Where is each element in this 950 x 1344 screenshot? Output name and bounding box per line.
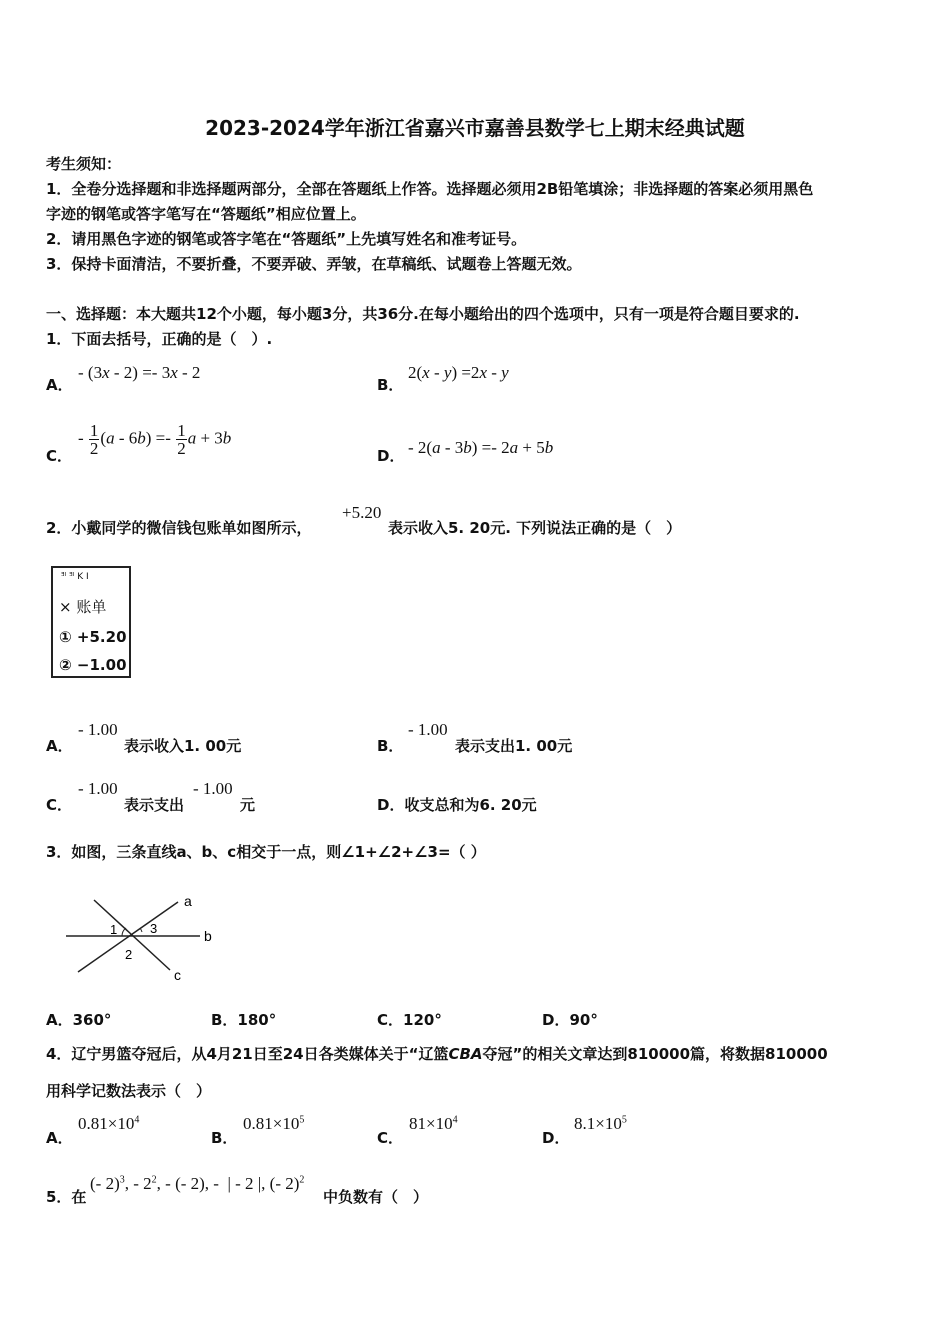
q2-option-a-text: 表示收入1. 00元 [124, 737, 242, 755]
q2-option-b-value: - 1.00 [408, 720, 448, 739]
q1-option-d-formula: - 2(a - 3b) =- 2a + 5b [408, 438, 554, 457]
q3-option-a: A．360° [46, 1011, 112, 1029]
bill-row-2: ② −1.00 [59, 656, 127, 674]
q3-option-b: B．180° [211, 1011, 277, 1029]
angle-3-arc [140, 928, 142, 932]
section-heading: 一、选择题：本大题共12个小题，每小题3分，共36分.在每小题给出的四个选项中，只有一项是符合题目要求的. [46, 305, 800, 323]
q1-option-a-formula: - (3x - 2) =- 3x - 2 [78, 363, 201, 382]
three-lines-figure [60, 888, 230, 984]
q2-stem-pre: 2．小戴同学的微信钱包账单如图所示， [46, 519, 312, 537]
q4-option-d-label: D． [542, 1129, 570, 1147]
q2-stem-value: +5.20 [342, 503, 382, 522]
q1-option-a-label: A． [46, 376, 73, 394]
q5-numbers-formula: (- 2)$^3$, - $2^2$, - (- 2), - | - 2 |, (- 2)$^2$ [90, 1174, 305, 1193]
angle-2-label: 2 [125, 947, 133, 962]
wallet-bill-figure [51, 566, 131, 678]
notice-line-1b: 字迹的钢笔或答字笔写在“答题纸”相应位置上。 [46, 205, 366, 223]
q4-option-a-label: A． [46, 1129, 73, 1147]
q3-stem: 3．如图，三条直线a、b、c相交于一点，则∠1+∠2+∠3=（ ） [46, 843, 486, 861]
q3-option-d: D．90° [542, 1011, 598, 1029]
q4-option-c-value: $81\times 10^4$ [409, 1114, 458, 1133]
q4-stem-line-2: 用科学记数法表示（ ） [46, 1082, 212, 1100]
q1-stem: 1．下面去括号，正确的是（ ）. [46, 330, 273, 348]
q4-option-b-label: B． [211, 1129, 238, 1147]
q5-stem-post: 中负数有（ ） [323, 1188, 429, 1206]
q1-option-b-label: B． [377, 376, 404, 394]
page-title: 2023-2024学年浙江省嘉兴市嘉善县数学七上期末经典试题 [205, 116, 745, 140]
q2-option-b-text: 表示支出1. 00元 [455, 737, 573, 755]
q1-option-c-formula: - $\frac{1}{2}$ (a - 6b) =- $\frac{1}{2}$ a + 3b [78, 421, 232, 458]
q4-option-c-label: C． [377, 1129, 404, 1147]
label-b: b [204, 928, 212, 944]
q4-stem-pre: 4．辽宁男篮夺冠后，从4月21日至24日各类媒体关于“辽篮 [46, 1045, 449, 1063]
bill-row-1: ① +5.20 [59, 628, 127, 646]
label-c: c [174, 967, 181, 983]
q2-option-b-label: B． [377, 737, 404, 755]
q2-stem-post: 表示收入5. 20元. 下列说法正确的是（ ） [388, 519, 682, 537]
q4-option-a-value: $0.81\times 10^4$ [78, 1114, 140, 1133]
q4-stem-post: 夺冠”的相关文章达到810000篇，将数据810000 [482, 1045, 828, 1063]
q2-option-c-text-2: 元 [240, 796, 256, 814]
notice-line-2: 2．请用黑色字迹的钢笔或答字笔在“答题纸”上先填写姓名和准考证号。 [46, 230, 527, 248]
q2-option-c-value: - 1.00 [78, 779, 118, 798]
q4-option-d-value: $8.1\times 10^5$ [574, 1114, 627, 1133]
angle-1-label: 1 [110, 922, 118, 937]
q2-option-c-value-2: - 1.00 [193, 779, 233, 798]
q2-option-a-label: A． [46, 737, 73, 755]
q1-option-b-formula: 2(x - y) =2x - y [408, 363, 509, 382]
q3-option-c: C．120° [377, 1011, 442, 1029]
notice-heading: 考生须知： [46, 155, 122, 173]
q2-option-a-value: - 1.00 [78, 720, 118, 739]
bill-header: × 账单 [59, 598, 107, 616]
q5-stem-pre: 5．在 [46, 1188, 87, 1206]
notice-line-3: 3．保持卡面清洁，不要折叠，不要弄破、弄皱，在草稿纸、试题卷上答题无效。 [46, 255, 582, 273]
q4-stem-cba: CBA [448, 1045, 483, 1063]
q4-option-b-value: $0.81\times 10^5$ [243, 1114, 305, 1133]
angle-3-label: 3 [150, 921, 158, 936]
label-a: a [184, 893, 192, 909]
q2-option-c-label: C． [46, 796, 73, 814]
q1-option-d-label: D． [377, 447, 405, 465]
notice-line-1: 1．全卷分选择题和非选择题两部分，全部在答题纸上作答。选择题必须用2B铅笔填涂；非选择题的答案必须用黑色 [46, 180, 814, 198]
q4-stem-line-1 [46, 1043, 828, 1064]
q2-option-c-text: 表示支出 [124, 796, 185, 814]
q1-option-c-label: C． [46, 447, 73, 465]
bill-status-bar: ᴲᴵ ᴲᴵ K I [61, 572, 89, 582]
q2-option-d-text: D．收支总和为6. 20元 [377, 796, 537, 814]
